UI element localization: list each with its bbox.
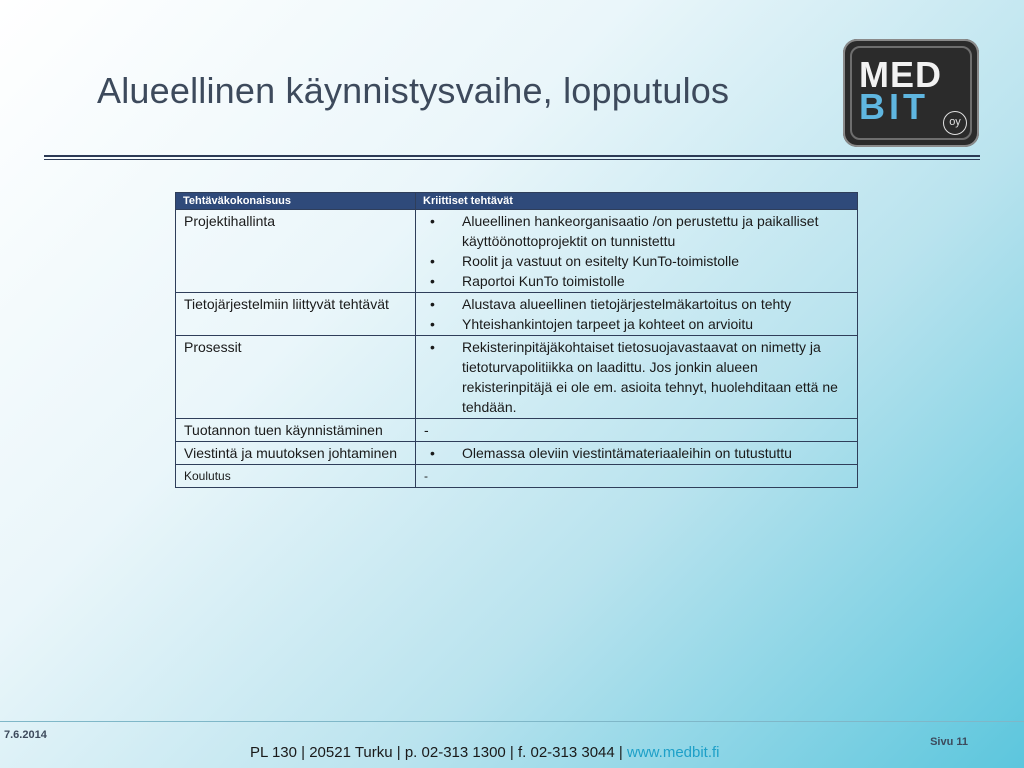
task-item: • Raportoi KunTo toimistolle [424,271,850,291]
task-list [424,211,850,291]
task-item: • Rekisterinpitäjäkohtaiset tietosuojavastaavat on nimetty ja tietoturvapolitiikka on laadittu. Jos jonkin alueen rekisterinpitäjä ei ole em. asioita tehnyt, huolehditaan että ne tehdään. [424,337,850,417]
table-row [176,465,858,488]
row-tasks-empty: - [416,419,858,442]
task-item: • Olemassa oleviin viestintämateriaaleihin on tutustuttu [424,443,850,463]
page-number: Sivu 11 [930,736,968,748]
task-item: • Alueellinen hankeorganisaatio /on perustettu ja paikalliset käyttöönottoprojektit on tunnistettu [424,211,850,251]
task-list [424,337,850,417]
table-header-row [176,193,858,210]
medbit-logo [843,39,979,147]
table-row [176,419,858,442]
footer-divider [0,721,1024,722]
title-divider [44,155,980,157]
logo-text-bit: BIT [859,86,929,127]
table-row [176,336,858,419]
table-row [176,442,858,465]
row-tasks [416,442,858,465]
header-critical-tasks: Kriittiset tehtävät [416,193,858,210]
row-area: Projektihallinta [176,210,416,293]
footer-contact [250,744,720,761]
title-divider-thin [44,159,980,160]
footer-date: 7.6.2014 [4,729,47,741]
row-tasks [416,336,858,419]
row-area: Koulutus [176,465,416,488]
row-tasks [416,293,858,336]
row-tasks [416,210,858,293]
logo-text-oy: oy [943,111,967,135]
tasks-table [175,192,858,488]
row-area: Tietojärjestelmiin liittyvät tehtävät [176,293,416,336]
logo-text-med: MED [859,54,942,95]
table-row [176,293,858,336]
row-area: Viestintä ja muutoksen johtaminen [176,442,416,465]
task-item: • Roolit ja vastuut on esitelty KunTo-toimistolle [424,251,850,271]
footer-address-text: PL 130 | 20521 Turku | p. 02-313 1300 | f. 02-313 3044 | [250,744,627,761]
row-area: Prosessit [176,336,416,419]
row-area: Tuotannon tuen käynnistäminen [176,419,416,442]
task-list [424,294,850,334]
task-item: • Alustava alueellinen tietojärjestelmäkartoitus on tehty [424,294,850,314]
header-area: Tehtäväkokonaisuus [176,193,416,210]
table-row [176,210,858,293]
slide-title: Alueellinen käynnistysvaihe, lopputulos [97,70,730,111]
website-link[interactable]: www.medbit.fi [626,744,720,761]
task-list [424,443,850,463]
task-item: • Yhteishankintojen tarpeet ja kohteet on arvioitu [424,314,850,334]
row-tasks-empty: - [416,465,858,488]
